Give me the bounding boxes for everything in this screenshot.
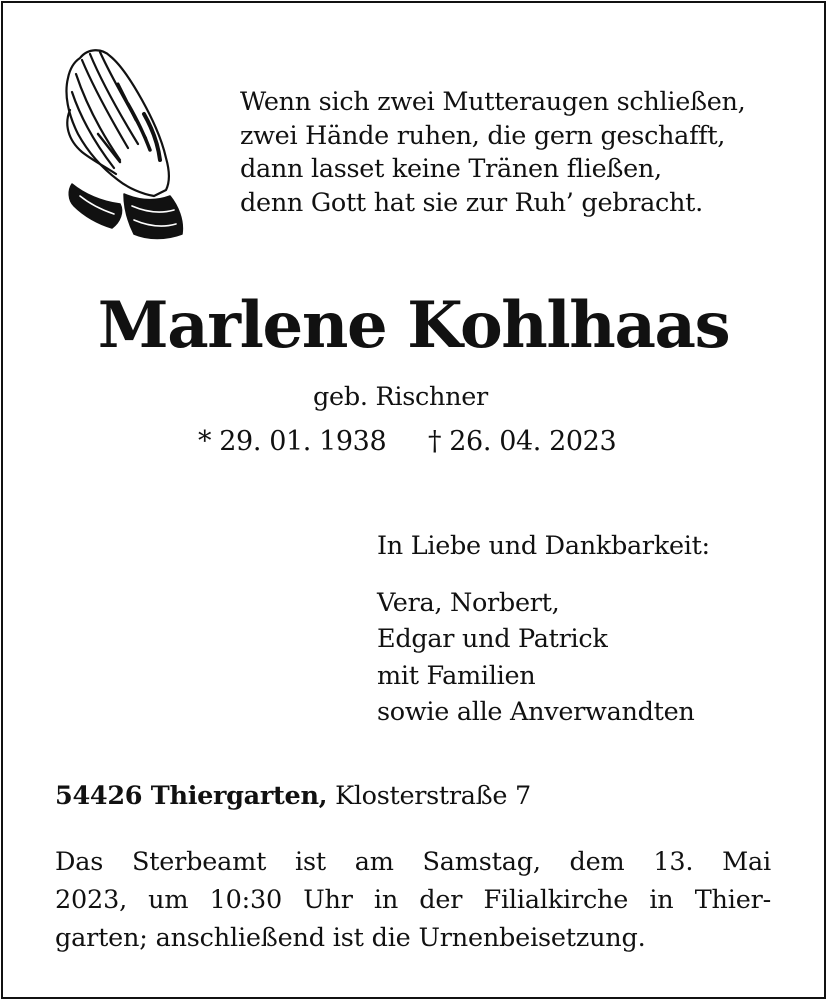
mourner-line: sowie alle Anverwandten: [377, 696, 695, 727]
poem-verse: [240, 86, 800, 220]
mourner-line: Edgar und Patrick: [377, 624, 608, 655]
family-address: [55, 781, 531, 811]
birth-name: geb. Rischner: [313, 382, 488, 412]
poem-line: Wenn sich zwei Mutteraugen schließen,: [240, 87, 746, 117]
address-city: 54426 Thiergarten,: [55, 781, 328, 811]
mourners-list: [377, 585, 695, 730]
service-line: garten; anschließend ist die Urnenbeisetzung.: [55, 923, 646, 953]
mourner-line: mit Familien: [377, 660, 536, 691]
address-street: Klosterstraße 7: [335, 781, 531, 811]
death-date: † 26. 04. 2023: [428, 426, 617, 457]
poem-line: dann lasset keine Tränen fließen,: [240, 154, 662, 184]
praying-hands-icon: [58, 44, 188, 244]
service-line: Das Sterbeamt ist am Samstag, dem 13. Mai: [55, 847, 771, 877]
birth-date: * 29. 01. 1938: [198, 426, 387, 457]
poem-line: zwei Hände ruhen, die gern geschafft,: [240, 120, 726, 151]
mourner-line: Vera, Norbert,: [377, 588, 560, 618]
deceased-name: Marlene Kohlhaas: [97, 288, 730, 363]
poem-line: denn Gott hat sie zur Ruh’ gebracht.: [240, 187, 703, 218]
signoff-text: In Liebe und Dankbarkeit:: [377, 531, 710, 561]
service-announcement: [55, 843, 771, 957]
service-line: 2023, um 10:30 Uhr in der Filialkirche in Thier-: [55, 885, 771, 915]
